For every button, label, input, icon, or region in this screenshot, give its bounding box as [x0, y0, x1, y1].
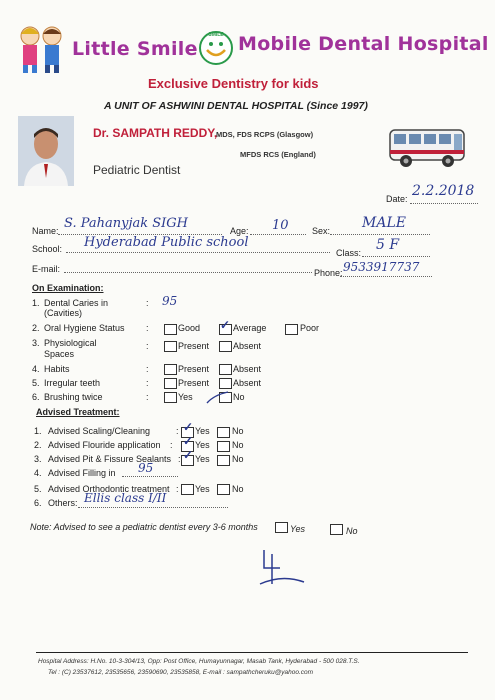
exam-5-absent-label: Absent [233, 378, 262, 388]
treat-3-yes-label: Yes [195, 454, 210, 464]
title-left: Little Smile [72, 38, 198, 60]
age-label: Age: [230, 226, 249, 236]
treat-1-colon: : [176, 426, 179, 436]
exam-6-no-label: No [233, 392, 245, 402]
exam-1-value: 95 [162, 294, 178, 308]
tagline: Exclusive Dentistry for kids [148, 76, 319, 91]
exam-2-average-tick: ✓ [220, 318, 231, 332]
treatment-heading: Advised Treatment: [36, 407, 120, 417]
exam-2-poor-label: Poor [300, 323, 320, 333]
exam-6-no-mark [206, 389, 230, 410]
exam-5-absent-checkbox[interactable] [219, 378, 232, 389]
treat-1-no-label: No [232, 426, 244, 436]
age-line [250, 234, 306, 235]
treat-3-colon: : [178, 454, 181, 464]
treat-5-label: Advised Orthodontic treatment [48, 484, 170, 494]
exam-2-good-label: Good [178, 323, 201, 333]
treat-5-no-checkbox[interactable] [217, 484, 230, 495]
email-label: E-mail: [32, 264, 61, 274]
exam-3-label2: Spaces [44, 349, 75, 359]
doctor-name: Dr. SAMPATH REDDY, [93, 126, 218, 140]
treat-6-label: Others: [48, 498, 78, 508]
treat-1-yes-tick: ✓ [183, 420, 194, 434]
school-value: Hyderabad Public school [84, 235, 249, 250]
qualifications-1: MDS, FDS RCPS (Glasgow) [216, 130, 314, 139]
treat-4-line [122, 476, 178, 477]
footer-contact: Tel : (C) 23537612, 23535656, 23590690, 23535858, E-mail : sampathcheruku@yahoo.com [48, 669, 314, 676]
treat-3-label: Advised Pit & Fissure Sealants [48, 454, 172, 464]
class-value: 5 F [376, 237, 400, 253]
sex-line [330, 234, 430, 235]
exam-3-num: 3. [32, 338, 40, 348]
exam-4-present-checkbox[interactable] [164, 364, 177, 375]
exam-4-num: 4. [32, 364, 40, 374]
treat-5-yes-checkbox[interactable] [181, 484, 194, 495]
age-value: 10 [272, 218, 289, 233]
exam-2-label: Oral Hygiene Status [44, 323, 125, 333]
treat-1-label: Advised Scaling/Cleaning [48, 426, 151, 436]
treat-5-yes-label: Yes [195, 484, 210, 494]
exam-3-absent-checkbox[interactable] [219, 341, 232, 352]
bus-icon [388, 124, 468, 170]
treat-3-yes-tick: ✓ [183, 448, 194, 462]
treat-1-yes-label: Yes [195, 426, 210, 436]
exam-2-good-checkbox[interactable] [164, 324, 177, 335]
treat-5-num: 5. [34, 484, 42, 494]
footer-rule [36, 652, 468, 653]
date-label: Date: [386, 194, 408, 204]
exam-4-absent-checkbox[interactable] [219, 364, 232, 375]
exam-2-colon: : [146, 323, 149, 333]
exam-4-colon: : [146, 364, 149, 374]
sex-label: Sex: [312, 226, 331, 236]
exam-3-colon: : [146, 341, 149, 351]
exam-6-label: Brushing twice [44, 392, 103, 402]
date-line [410, 203, 478, 204]
exam-4-absent-label: Absent [233, 364, 262, 374]
title-right: Mobile Dental Hospital [238, 33, 489, 55]
signature [254, 544, 310, 590]
treat-6-num: 6. [34, 498, 42, 508]
treat-4-num: 4. [34, 468, 42, 478]
treat-6-value: Ellis class I/II [84, 491, 167, 505]
smile-logo [198, 30, 234, 66]
unit-line: A UNIT OF ASHWINI DENTAL HOSPITAL (Since 1997) [104, 100, 368, 112]
exam-6-colon: : [146, 392, 149, 402]
exam-2-num: 2. [32, 323, 40, 333]
email-line [64, 272, 312, 273]
treat-4-value: 95 [138, 461, 154, 475]
treat-2-label: Advised Flouride application [48, 440, 161, 450]
exam-5-num: 5. [32, 378, 40, 388]
class-line [362, 256, 430, 257]
kids-logo [10, 22, 72, 74]
note-yes-label: Yes [290, 524, 306, 534]
treat-2-yes-label: Yes [195, 440, 210, 450]
exam-6-yes-checkbox[interactable] [164, 392, 177, 403]
exam-1-label: Dental Caries in [44, 298, 109, 308]
name-label: Name: [32, 226, 59, 236]
treat-2-colon: : [170, 440, 173, 450]
sex-value: MALE [362, 215, 406, 231]
exam-3-present-label: Present [178, 341, 210, 351]
specialty: Pediatric Dentist [93, 163, 181, 177]
qualifications-2: MFDS RCS (England) [240, 150, 316, 159]
name-value: S. Pahanyjak SIGH [64, 216, 189, 231]
exam-1-label2: (Cavities) [44, 308, 83, 318]
treat-2-no-checkbox[interactable] [217, 441, 230, 452]
footer-address: Hospital Address: H.No. 10-3-304/13, Opp: Post Office, Humayunnagar, Masab Tank, Hyderabad - 500 028.T.S. [38, 658, 360, 665]
school-label: School: [32, 244, 63, 254]
note-yes-checkbox[interactable] [275, 522, 288, 533]
exam-5-colon: : [146, 378, 149, 388]
exam-1-num: 1. [32, 298, 40, 308]
date-value: 2.2.2018 [412, 183, 475, 199]
exam-6-num: 6. [32, 392, 40, 402]
exam-1-colon: : [146, 298, 149, 308]
exam-3-present-checkbox[interactable] [164, 341, 177, 352]
phone-value: 9533917737 [343, 260, 420, 274]
treat-1-no-checkbox[interactable] [217, 427, 230, 438]
examination-heading: On Examination: [32, 283, 104, 293]
exam-5-present-checkbox[interactable] [164, 378, 177, 389]
exam-6-yes-label: Yes [178, 392, 193, 402]
exam-4-present-label: Present [178, 364, 210, 374]
exam-4-label: Habits [44, 364, 70, 374]
treat-3-no-label: No [232, 454, 244, 464]
phone-line [340, 276, 432, 277]
note-no-checkbox[interactable] [330, 524, 343, 535]
treat-3-num: 3. [34, 454, 42, 464]
note-no-label: No [346, 526, 358, 536]
treat-2-no-label: No [232, 440, 244, 450]
treat-1-num: 1. [34, 426, 42, 436]
exam-5-present-label: Present [178, 378, 210, 388]
treat-2-num: 2. [34, 440, 42, 450]
treat-5-no-label: No [232, 484, 244, 494]
exam-3-absent-label: Absent [233, 341, 262, 351]
treat-5-colon: : [176, 484, 179, 494]
note-text: Note: Advised to see a pediatric dentist every 3-6 months [30, 522, 258, 532]
class-label: Class: [336, 248, 362, 258]
smile-logo-text: SMILE [208, 32, 224, 38]
exam-3-label: Physiological [44, 338, 97, 348]
treat-2-yes-tick: ✓ [183, 434, 194, 448]
exam-2-average-label: Average [233, 323, 267, 333]
treat-3-no-checkbox[interactable] [217, 455, 230, 466]
treat-6-line [78, 507, 228, 508]
exam-5-label: Irregular teeth [44, 378, 101, 388]
treat-4-label: Advised Filling in [48, 468, 116, 478]
phone-label: Phone: [314, 268, 343, 278]
school-line [66, 252, 330, 253]
doctor-photo [18, 116, 74, 186]
exam-2-poor-checkbox[interactable] [285, 324, 298, 335]
